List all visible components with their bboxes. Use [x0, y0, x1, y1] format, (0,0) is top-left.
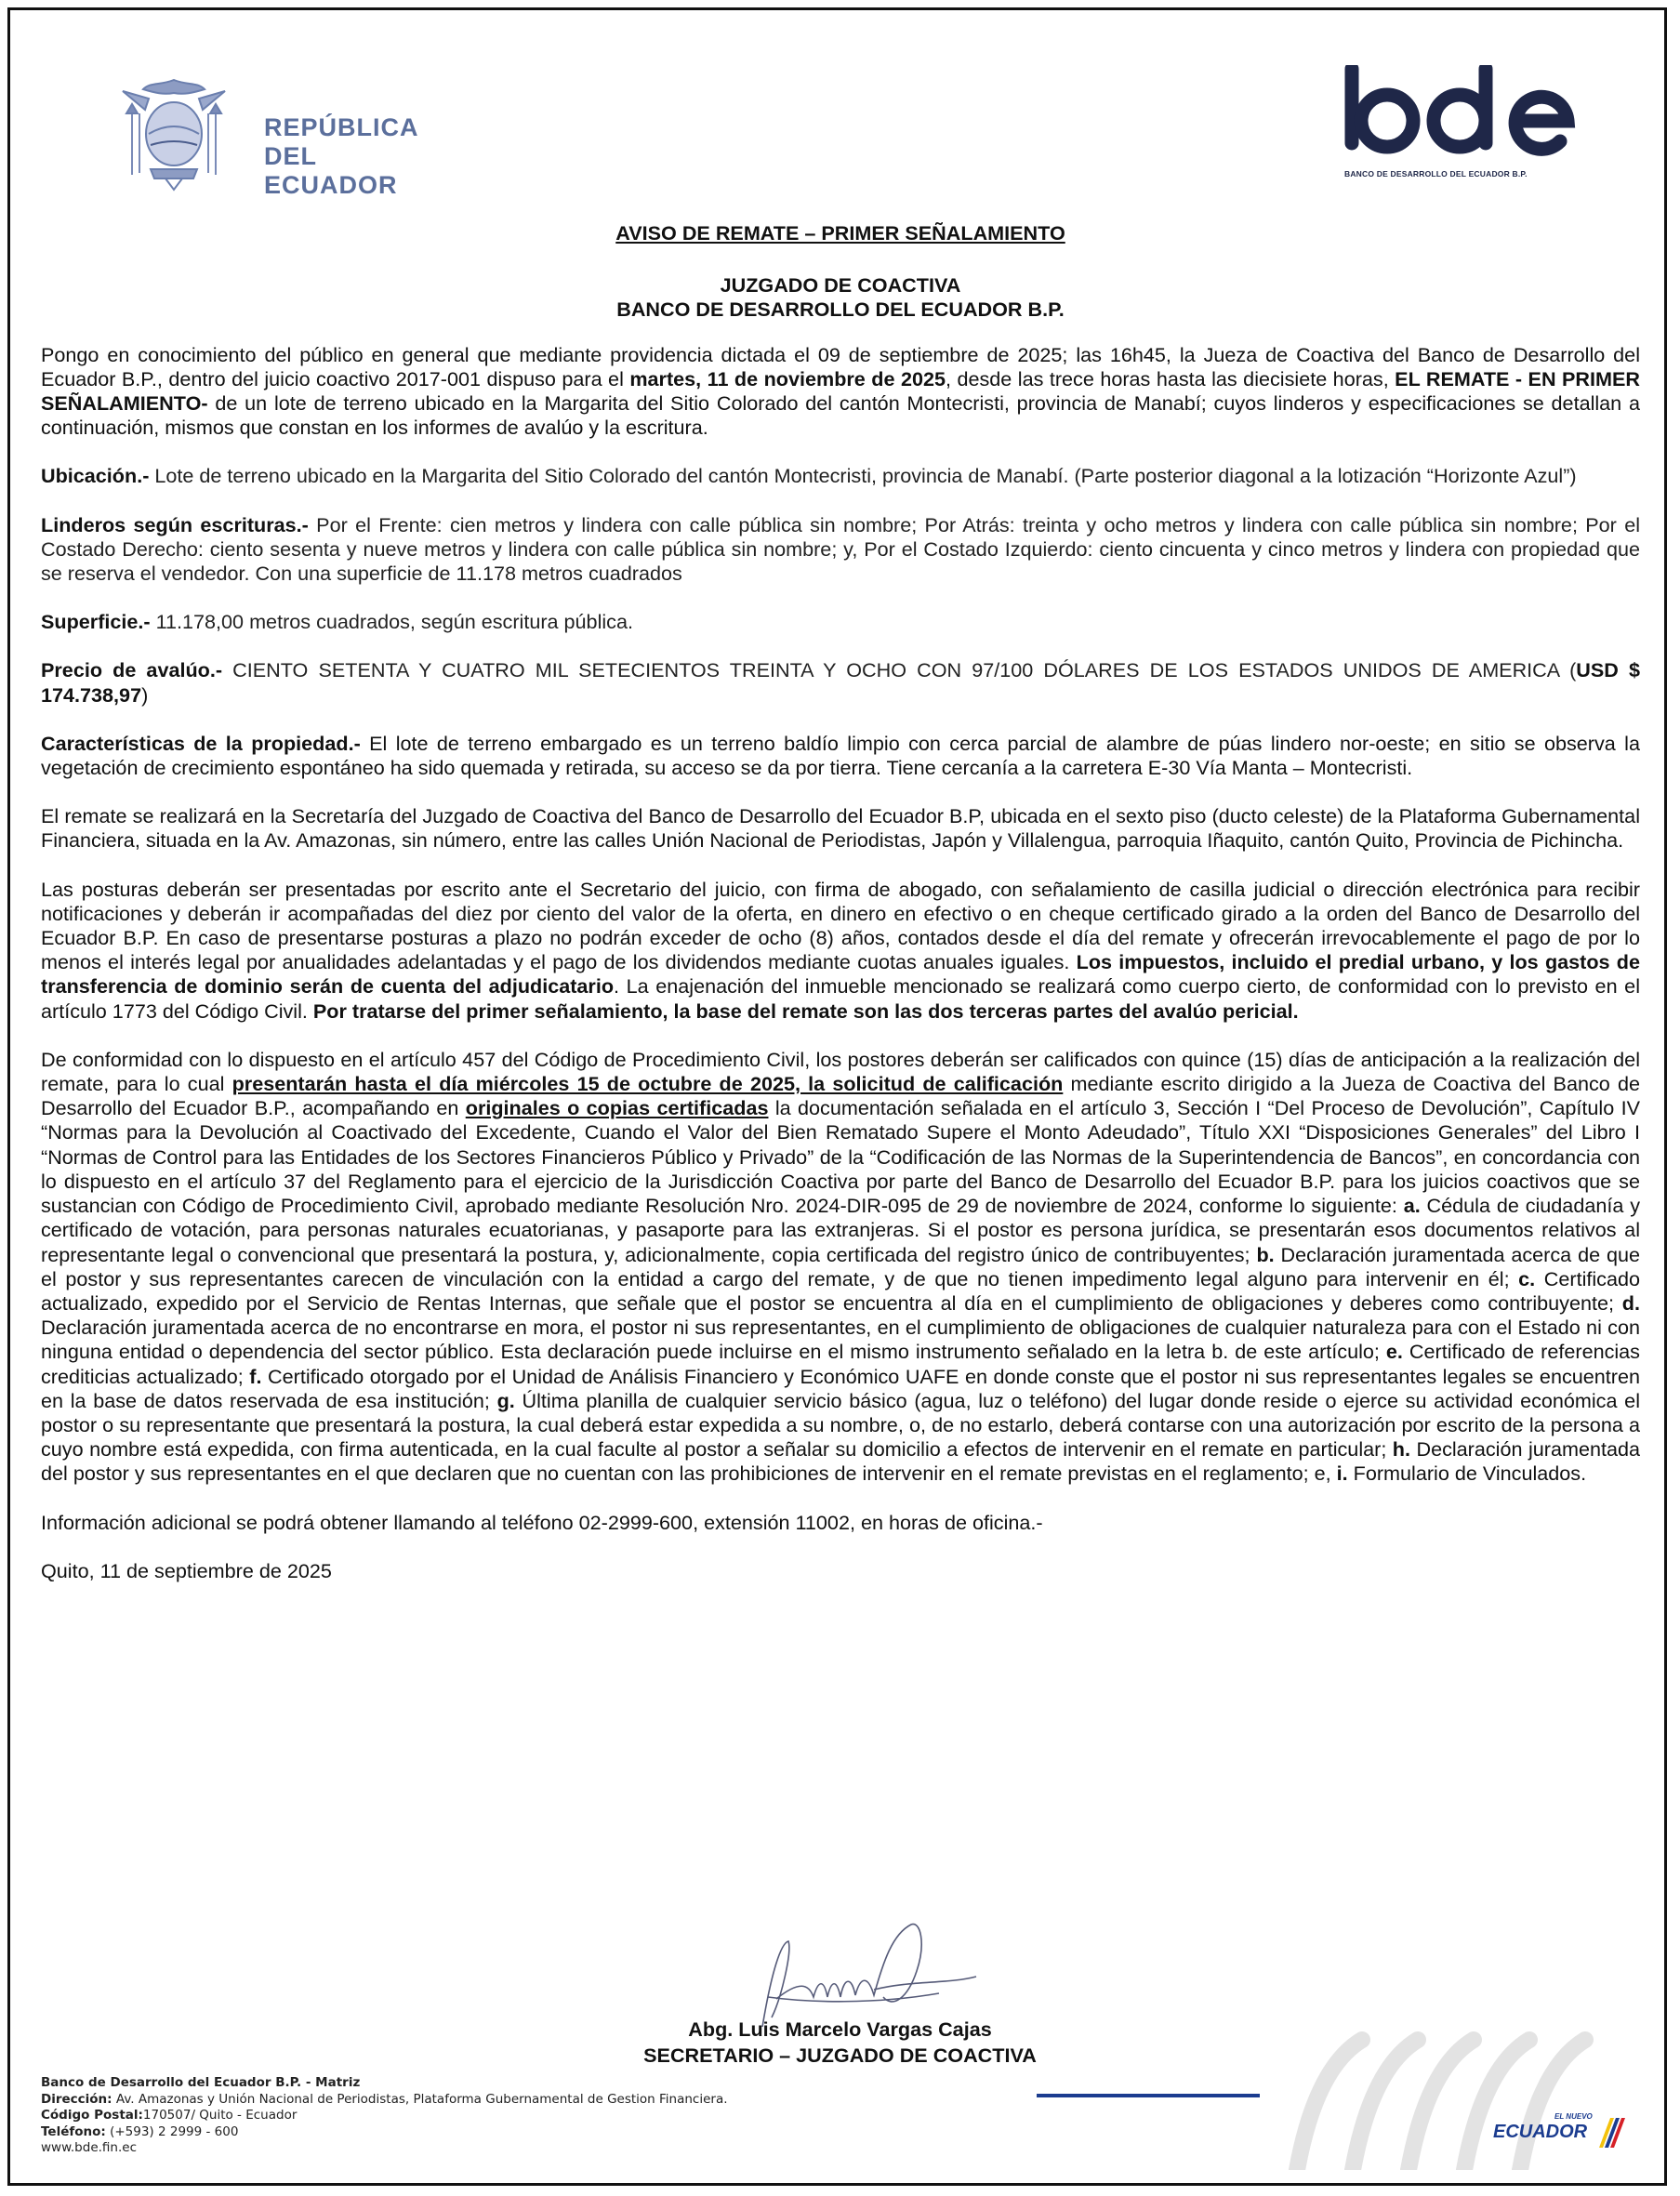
posturas-text-2: . La enajenación del inmueble mencionado se realizará como cuerpo cierto, de conformidad con lo previsto en el artículo 1773 del Código Civil. — [41, 974, 1640, 1023]
posturas-text-1: Las posturas deberán ser presentadas por escrito ante el Secretario del juicio, con firma de abogado, con señalamiento de casilla judicial o dirección electrónica para recibir notificaciones y deberán ir acompañadas del diez por ciento del valor de la oferta, en dinero en efectivo o en cheque certificado girado a la orden del Banco de Desarrollo del Ecuador B.P. En caso de presentarse posturas a plazo no podrán exceder de ocho (8) años, contados desde el día del remate y ofrecerán irrevocablemente el pago de por lo menos el interés legal por anualidades adelantadas y el pago de los dividendos mediante cuotas anuales iguales. — [41, 877, 1640, 974]
caracteristicas-text: El lote de terreno embargado es un terreno baldío limpio con cerca parcial de alambre de púas lindero nor-oeste; en sitio se observa la vegetación de crecimiento espontáneo ha sido quemada y retirada, su acceso se da por tierra. Tiene cercanía a la carretera E-30 Vía Manta – Montecristi. — [41, 731, 1640, 780]
ecuador-logo-word: ECUADOR — [1493, 2122, 1588, 2142]
bde-wordmark-icon — [1339, 65, 1581, 158]
superficie-text: 11.178,00 metros cuadrados, según escritura pública. — [150, 610, 633, 634]
ubicacion-text: Lote de terreno ubicado en la Margarita del Sitio Colorado del cantón Montecristi, provincia de Manabí. (Parte posterior diagonal a la lotización “Horizonte Azul”) — [149, 464, 1577, 488]
notice-body — [41, 221, 1640, 1607]
signer-name: Abg. Luis Marcelo Vargas Cajas — [688, 2017, 992, 2041]
linderos-paragraph — [41, 513, 1640, 587]
calif-deadline: presentarán hasta el día miércoles 15 de octubre de 2025, la solicitud de calificación — [231, 1072, 1064, 1096]
auction-heading: EL REMATE - EN PRIMER SEÑALAMIENTO- — [41, 366, 1640, 416]
republica-ecuador-logo — [104, 73, 420, 199]
intro-text-3: de un lote de terreno ubicado en la Margarita del Sitio Colorado del cantón Montecristi, provincia de Manabí; cuyos linderos y especificaciones se detallan a continuación, mismos que constan en los informes de avalúo y la escritura. — [41, 391, 1640, 440]
gov-line-2: DEL ECUADOR — [264, 142, 398, 199]
intro-text-1: Pongo en conocimiento del público en general que mediante providencia dictada el 09 de septiembre de 2025; las 16h45, la Jueza de Coactiva del Banco de Desarrollo del Ecuador B.P., dentro del juicio coactivo 2017-001 dispuso para el — [41, 342, 1640, 390]
footer-blue-bar — [1037, 2094, 1260, 2097]
footer-contact — [41, 2075, 728, 2157]
intro-paragraph — [41, 343, 1640, 441]
posturas-bold-2: Por tratarse del primer señalamiento, la base del remate son las dos terceras partes del avalúo pericial. — [312, 999, 1299, 1023]
bde-logo — [1339, 65, 1581, 184]
item-c-label: c. — [1518, 1266, 1536, 1290]
linderos-text: Por el Frente: cien metros y lindera con calle pública sin nombre; Por Atrás: treinta y ocho metros y lindera con calle pública sin nombre; Por el Costado Derecho: ciento sesenta y nueve metros y lindera con calle pública sin nombre; y, Por el Costado Izquierdo: ciento cincuenta y cinco metros y lindera con propiedad que se reserva el vendedor. Con una superficie de 11.178 metros cuadrados — [41, 512, 1640, 586]
item-e-text: Certificado de referencias crediticias actualizado; — [41, 1340, 1640, 1388]
item-h-label: h. — [1392, 1437, 1410, 1462]
ubicacion-paragraph — [41, 464, 1640, 488]
posturas-paragraph — [41, 878, 1640, 1024]
item-d-text: Declaración juramentada acerca de no encontrarse en mora, el postor ni sus representantes, en el cumplimiento de obligaciones de cualquier naturaleza para con el Estado ni con ninguna entidad o dependencia del sector público. Esta declaración puede incluirse en el mismo instrumento señalado en la letra b. de este artículo; — [41, 1316, 1640, 1364]
footer-bank: Banco de Desarrollo del Ecuador B.P. - Matriz — [41, 2075, 361, 2090]
precio-text: CIENTO SETENTA Y CUATRO MIL SETECIENTOS TREINTA Y OCHO CON 97/100 DÓLARES DE LOS ESTADOS UNIDOS DE AMERICA ( — [222, 658, 1577, 682]
court-name: JUZGADO DE COACTIVA — [720, 273, 961, 298]
calif-originals: originales o copias certificadas — [465, 1096, 769, 1120]
info-paragraph: Información adicional se podrá obtener llamando al teléfono 02-2999-600, extensión 11002, en horas de oficina.- — [41, 1510, 1043, 1534]
item-c-text: Certificado actualizado, expedido por el Servicio de Rentas Internas, que señale que el postor se encuentra al día en el cumplimiento de obligaciones y deberes como contribuyente; — [41, 1266, 1640, 1315]
item-a-text: Cédula de ciudadanía y certificado de votación, para personas naturales ecuatorianas, y pasaporte para las extranjeras. Si el postor es persona jurídica, se presentarán esos documentos relativos al representante legal o convencional que presentará la postura, y, adicionalmente, copia certificada del registro único de contribuyentes; — [41, 1194, 1640, 1266]
calif-text-3: la documentación señalada en el artículo 3, Sección I “Del Proceso de Devolución”, Capítulo IV “Normas para la Devolución al Coactivado del Excedente, Cuando el Valor del Bien Rematado Supere el Monto Adeudado”, Título XXI “Disposiciones Generales” del Libro I “Normas de Control para las Entidades de los Sectores Financieros Público y Privado” de la “Codificación de las Normas de la Superintendencia de Bancos”, en concordancia con lo dispuesto en el artículo 37 del Reglamento para el ejercicio de la Jurisdicción Coactiva por parte del Banco de Desarrollo del Ecuador B.P. para los juicios coactivos que se sustancian con Código de Procedimiento Civil, aprobado mediante Resolución Nro. 2024-DIR-095 de 29 de noviembre de 2024, conforme lo siguiente: — [41, 1096, 1640, 1218]
page-title: AVISO DE REMATE – PRIMER SEÑALAMIENTO — [615, 221, 1065, 245]
item-g-label: g. — [496, 1388, 515, 1412]
footer-address: Dirección: Av. Amazonas y Unión Nacional de Periodistas, Plataforma Gubernamental de Gestion Financiera. — [41, 2091, 728, 2107]
calif-text-1: De conformidad con lo dispuesto en el artículo 457 del Código de Procedimiento Civil, los postores deberán ser calificados con quince (15) días de anticipación a la realización del remate, para lo cual — [41, 1047, 1640, 1096]
precio-label: Precio de avalúo.- — [41, 658, 223, 682]
item-i-label: i. — [1336, 1462, 1348, 1486]
calificacion-paragraph — [41, 1048, 1640, 1487]
precio-paragraph — [41, 658, 1640, 707]
place-date: Quito, 11 de septiembre de 2025 — [41, 1558, 332, 1582]
intro-text-2: , desde las trece horas hasta las diecisiete horas, — [946, 366, 1396, 390]
footer-postal: Código Postal:170507/ Quito - Ecuador — [41, 2108, 298, 2123]
linderos-label: Linderos según escrituras.- — [41, 512, 309, 536]
el-nuevo-ecuador-logo — [1488, 2110, 1636, 2157]
coat-of-arms-icon — [104, 73, 244, 193]
item-b-label: b. — [1256, 1242, 1275, 1266]
handwritten-signature — [734, 1887, 995, 2036]
item-g-text: Última planilla de cualquier servicio básico (agua, luz o teléfono) del lugar donde reside o ejerce su actividad económica el postor o su representante que presentará la postura, la cual deberá estar expedida a su nombre, o, de no estarlo, deberá contarse con una autorización por escrito de la persona a cuyo nombre está expedida, con firma autenticada, en la cual faculte al postor a señalar su domicilio a efectos de intervenir en el remate en particular; — [41, 1388, 1640, 1462]
item-d-label: d. — [1621, 1290, 1640, 1315]
item-h-text: Declaración juramentada del postor y sus representantes en el que declaren que no cuentan con las prohibiciones de intervenir en el remate previstas en el reglamento; e, — [41, 1437, 1641, 1486]
posturas-bold-1: Los impuestos, incluido el predial urbano, y los gastos de transferencia de dominio serán de cuenta del adjudicatario — [41, 950, 1640, 999]
ubicacion-label: Ubicación.- — [41, 464, 150, 488]
gov-line-1: REPÚBLICA — [264, 113, 419, 141]
item-f-text: Certificado otorgado por el Unidad de Análisis Financiero y Económico UAFE en donde conste que el postor ni sus representantes legales se encuentren en la base de datos reservada de esa institución; — [41, 1364, 1640, 1412]
footer-phone: Teléfono: (+593) 2 2999 - 600 — [41, 2123, 239, 2139]
signer-title: SECRETARIO – JUZGADO DE COACTIVA — [643, 2044, 1037, 2067]
precio-amount: USD $ 174.738,97 — [41, 658, 1641, 707]
item-f-label: f. — [249, 1364, 262, 1388]
superficie-label: Superficie.- — [41, 610, 151, 634]
item-i-text: Formulario de Vinculados. — [1347, 1462, 1587, 1486]
government-name — [264, 113, 420, 200]
calif-text-2: mediante escrito dirigido a la Jueza de Coactiva del Banco de Desarrollo del Ecuador B.P., acompañando en — [41, 1072, 1640, 1120]
item-a-label: a. — [1403, 1194, 1421, 1218]
precio-close: ) — [141, 682, 149, 707]
caracteristicas-label: Características de la propiedad.- — [41, 731, 361, 755]
ecuador-logo-small: EL NUEVO — [1554, 2112, 1593, 2121]
footer-website: www.bde.fin.ec — [41, 2140, 137, 2155]
bde-logo-caption: BANCO DE DESARROLLO DEL ECUADOR B.P. — [1344, 169, 1528, 179]
item-e-label: e. — [1385, 1340, 1403, 1364]
superficie-paragraph — [41, 610, 1640, 634]
lugar-paragraph: El remate se realizará en la Secretaría del Juzgado de Coactiva del Banco de Desarrollo del Ecuador B.P, ubicada en el sexto piso (ducto celeste) de la Plataforma Gubernamental Financiera, situada en la Av. Amazonas, sin número, entre las calles Unión Nacional de Periodistas, Japón y Villalengua, parroquia Iñaquito, cantón Quito, Provincia de Pichincha. — [41, 804, 1640, 853]
item-b-text: Declaración juramentada acerca de que el postor y sus representantes carecen de vinculación con la entidad a cargo del remate, y de que no tienen impedimento legal alguno para intervenir en él; — [41, 1242, 1640, 1290]
bank-name: BANCO DE DESARROLLO DEL ECUADOR B.P. — [616, 298, 1065, 322]
auction-date: martes, 11 de noviembre de 2025 — [629, 366, 946, 390]
caracteristicas-paragraph — [41, 732, 1640, 780]
